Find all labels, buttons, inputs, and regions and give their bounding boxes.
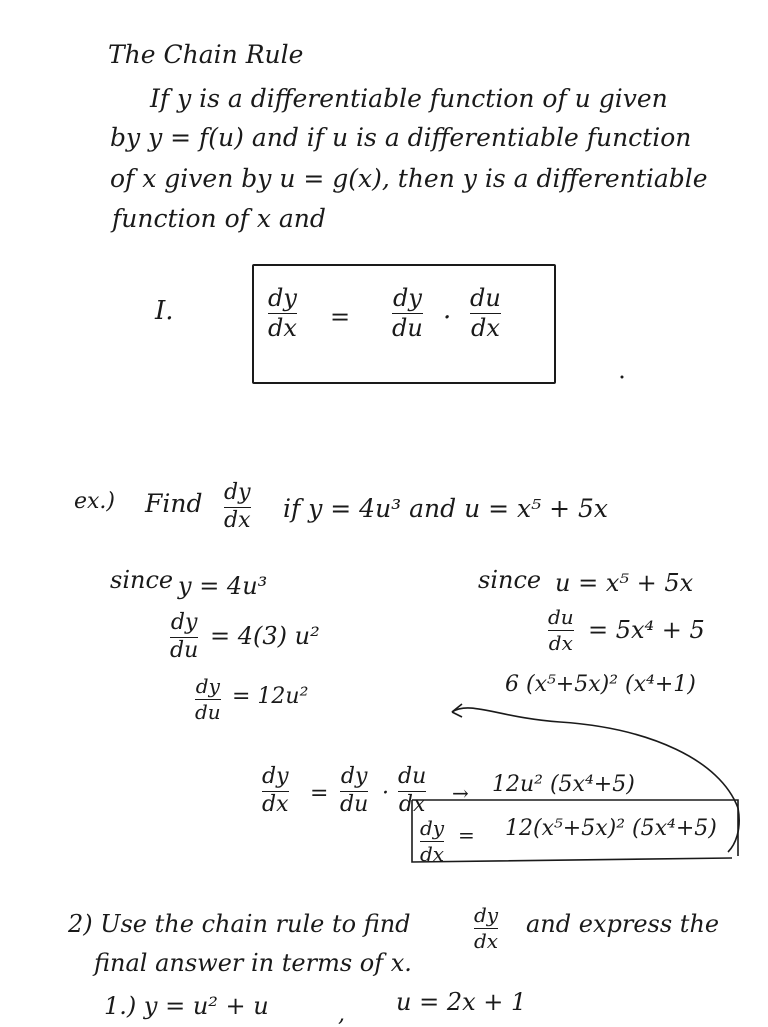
- chain-arrow: →: [452, 781, 469, 805]
- numerator: du: [548, 605, 574, 629]
- connector-curve: [452, 708, 739, 852]
- example1-condition: if y = 4u³ and u = x⁵ + 5x: [283, 494, 608, 523]
- final-answer-box: [412, 800, 738, 866]
- right-extra: 6 (x⁵+5x)² (x⁴+1): [505, 672, 696, 697]
- chain-dot: ·: [382, 781, 389, 806]
- denominator: du: [392, 314, 423, 342]
- chain-equals: =: [310, 781, 329, 806]
- example1-find: Find: [145, 489, 203, 518]
- example1-label: ex.): [74, 489, 116, 514]
- numerator: dy: [420, 816, 445, 840]
- statement-line-1: If y is a differentiable function of u given: [150, 84, 668, 113]
- page-title: The Chain Rule: [108, 40, 304, 69]
- numerator: dy: [170, 610, 198, 635]
- connector-arrowhead: [452, 704, 462, 717]
- denominator: dx: [224, 508, 251, 533]
- denominator: du: [340, 792, 369, 817]
- numerator: dy: [340, 764, 368, 789]
- chain-result-2: 12(x⁵+5x)² (5x⁴+5): [505, 816, 717, 841]
- stray-mark: [621, 376, 624, 379]
- problem-1-comma: ,: [338, 1002, 345, 1027]
- right-given: u = x⁵ + 5x: [555, 569, 694, 597]
- problem-1: 1.) y = u² + u: [104, 992, 269, 1020]
- formula-marker: I.: [155, 296, 174, 326]
- denominator: dx: [268, 314, 297, 342]
- statement-line-3: of x given by u = g(x), then y is a differentiable: [110, 164, 708, 193]
- denominator: dx: [474, 929, 499, 953]
- denominator: du: [195, 700, 221, 724]
- problem-1-u: u = 2x + 1: [396, 988, 527, 1016]
- formula-equals: =: [330, 303, 351, 331]
- denominator: dx: [398, 792, 426, 817]
- numerator: du: [398, 764, 427, 789]
- numerator: dy: [224, 480, 251, 505]
- denominator: dx: [470, 314, 500, 342]
- left-rhs-2: = 12u²: [232, 684, 309, 709]
- chain-result-1: 12u² (5x⁴+5): [492, 772, 635, 797]
- example2-line1-a: 2) Use the chain rule to find: [68, 910, 411, 938]
- numerator: du: [470, 284, 501, 312]
- right-rhs-1: = 5x⁴ + 5: [588, 616, 705, 644]
- numerator: dy: [392, 284, 422, 312]
- denominator: dx: [262, 792, 289, 817]
- numerator: dy: [262, 764, 289, 789]
- final-equals: =: [458, 823, 475, 847]
- left-since: since: [110, 566, 174, 594]
- formula-dot: ·: [443, 303, 452, 333]
- statement-line-2: by y = f(u) and if u is a differentiable function: [110, 123, 692, 152]
- denominator: dx: [548, 631, 573, 655]
- statement-line-4: function of x and: [112, 204, 326, 233]
- numerator: dy: [474, 903, 499, 927]
- left-given: y = 4u³: [178, 572, 268, 600]
- example2-line2: final answer in terms of x.: [94, 949, 412, 977]
- denominator: du: [170, 638, 199, 663]
- denominator: dx: [420, 842, 445, 866]
- example2-line1-b: and express the: [526, 910, 720, 938]
- right-since: since: [478, 566, 542, 594]
- left-rhs-1: = 4(3) u²: [210, 622, 320, 650]
- numerator: dy: [268, 284, 297, 312]
- numerator: dy: [195, 674, 220, 698]
